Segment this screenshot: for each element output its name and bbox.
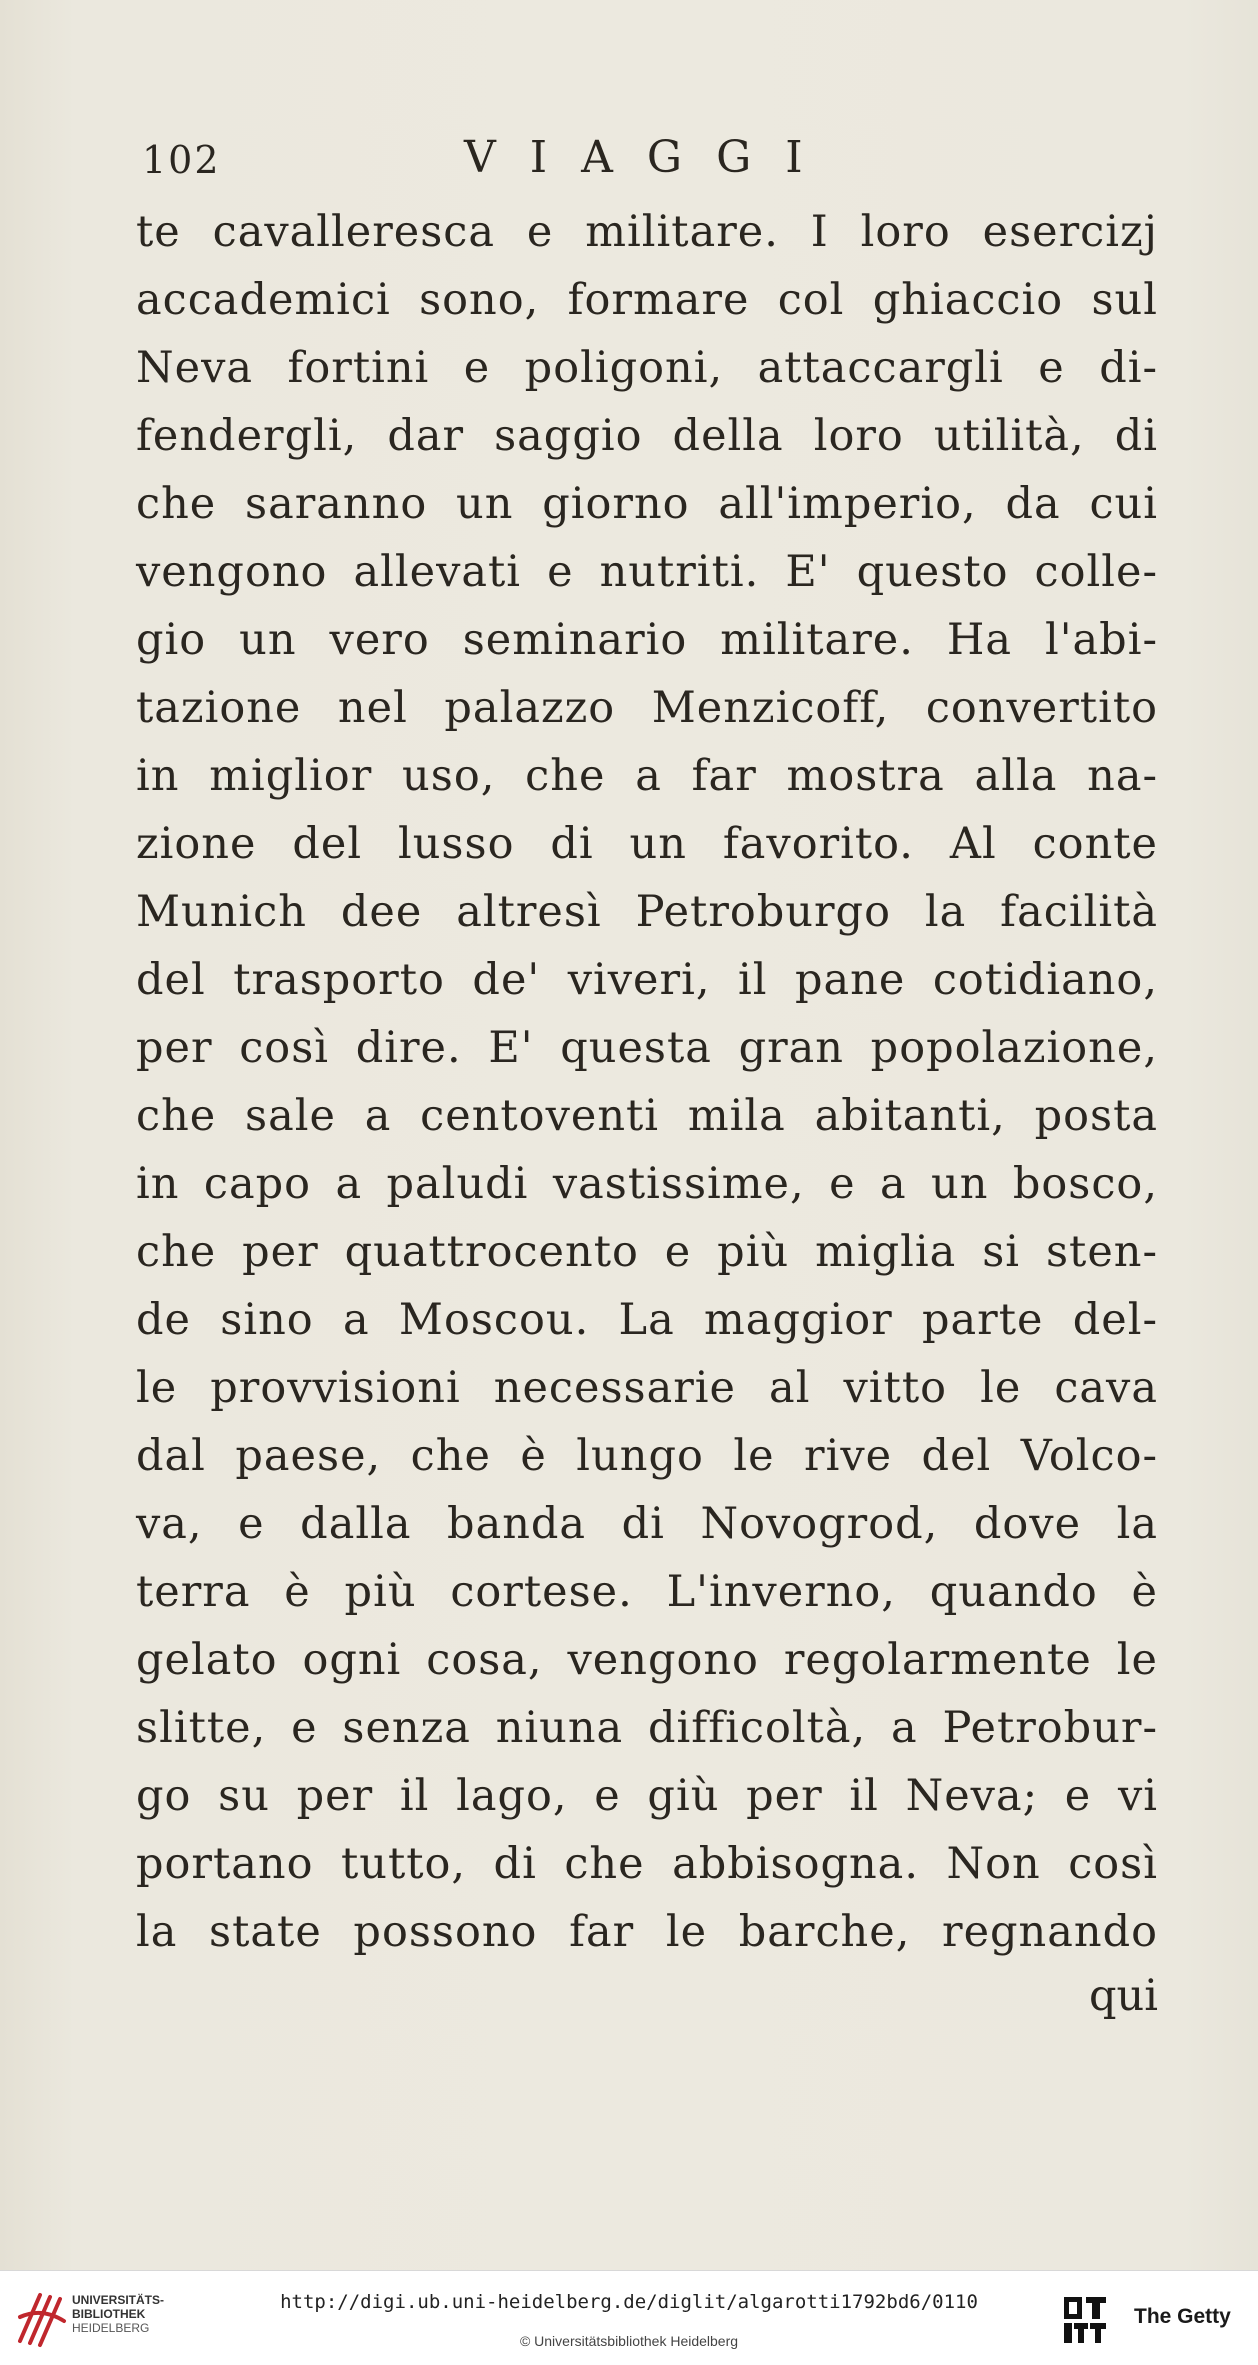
text-line: terra è più cortese. L'inverno, quando è xyxy=(136,1567,1158,1617)
catchword: qui xyxy=(1089,1971,1158,2021)
text-line: dal paese, che è lungo le rive del Volco- xyxy=(136,1431,1158,1481)
text-line: te cavalleresca e militare. I loro esercizj xyxy=(136,207,1158,257)
text-line: del trasporto de' viveri, il pane cotidiano, xyxy=(136,955,1158,1005)
getty-logo-icon[interactable] xyxy=(1060,2293,1110,2347)
partner-name: The Getty xyxy=(1134,2305,1231,2328)
running-head: VIAGGI xyxy=(464,132,837,183)
text-line: vengono allevati e nutriti. E' questo colle- xyxy=(136,547,1158,597)
text-line: che sale a centoventi mila abitanti, posta xyxy=(136,1091,1158,1141)
text-line: per così dire. E' questa gran popolazione, xyxy=(136,1023,1158,1073)
text-line: in capo a paludi vastissime, e a un bosco, xyxy=(136,1159,1158,1209)
text-line: fendergli, dar saggio della loro utilità, di xyxy=(136,411,1158,461)
text-line: va, e dalla banda di Novogrod, dove la xyxy=(136,1499,1158,1549)
body-text xyxy=(136,198,1158,1966)
text-line: gio un vero seminario militare. Ha l'abi- xyxy=(136,615,1158,665)
text-line: accademici sono, formare col ghiaccio sul xyxy=(136,275,1158,325)
text-line: la state possono far le barche, regnando xyxy=(136,1907,1158,1957)
text-line: Munich dee altresì Petroburgo la facilità xyxy=(136,887,1158,937)
text-line: tazione nel palazzo Menzicoff, convertito xyxy=(136,683,1158,733)
copyright-notice: © Universitätsbibliothek Heidelberg xyxy=(519,2333,739,2349)
text-line: de sino a Moscou. La maggior parte del- xyxy=(136,1295,1158,1345)
text-line: gelato ogni cosa, vengono regolarmente le xyxy=(136,1635,1158,1685)
page-number: 102 xyxy=(142,138,221,182)
text-line: slitte, e senza niuna difficoltà, a Petrobur- xyxy=(136,1703,1158,1753)
page-header xyxy=(142,132,1162,192)
text-line: go su per il lago, e giù per il Neva; e vi xyxy=(136,1771,1158,1821)
text-line: Neva fortini e poligoni, attaccargli e di- xyxy=(136,343,1158,393)
text-line: in miglior uso, che a far mostra alla na- xyxy=(136,751,1158,801)
text-line: portano tutto, di che abbisogna. Non così xyxy=(136,1839,1158,1889)
text-line: le provvisioni necessarie al vitto le cava xyxy=(136,1363,1158,1413)
library-name-line: UNIVERSITÄTS- xyxy=(72,2293,165,2307)
permalink-url[interactable]: http://digi.ub.uni-heidelberg.de/diglit/algarotti1792bd6/0110 xyxy=(280,2291,978,2313)
text-line: zione del lusso di un favorito. Al conte xyxy=(136,819,1158,869)
viewer-footer xyxy=(0,2270,1258,2365)
library-name-line: HEIDELBERG xyxy=(72,2321,150,2335)
text-line: che per quattrocento e più miglia si sten- xyxy=(136,1227,1158,1277)
library-name-line: BIBLIOTHEK xyxy=(72,2307,146,2321)
text-line: che saranno un giorno all'imperio, da cui xyxy=(136,479,1158,529)
